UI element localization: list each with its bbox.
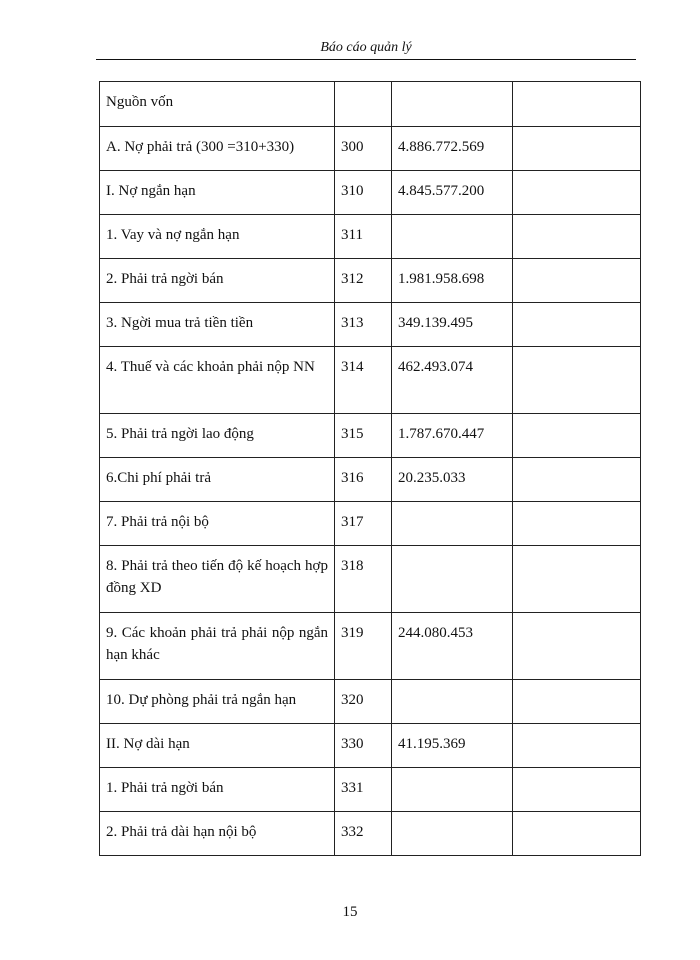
table-row: [100, 502, 641, 546]
row-code-cell: 319: [335, 613, 392, 680]
row-extra-cell: [513, 812, 641, 856]
row-extra-cell: [513, 347, 641, 414]
row-name-cell: 1. Vay và nợ ngắn hạn: [100, 215, 335, 259]
row-code-cell: [335, 82, 392, 127]
row-name-cell: 10. Dự phòng phải trả ngắn hạn: [100, 680, 335, 724]
row-name-cell: 2. Phải trả ngời bán: [100, 259, 335, 303]
table-row: [100, 458, 641, 502]
header-title: Báo cáo quản lý: [320, 40, 412, 55]
table-row: [100, 680, 641, 724]
row-extra-cell: [513, 458, 641, 502]
row-name-cell: 2. Phải trả dài hạn nội bộ: [100, 812, 335, 856]
row-value-cell: 1.787.670.447: [392, 414, 513, 458]
row-name-cell: Nguồn vốn: [100, 82, 335, 127]
table-row: [100, 171, 641, 215]
page-number: 15: [342, 904, 358, 920]
row-extra-cell: [513, 303, 641, 347]
row-name-cell: A. Nợ phải trả (300 =310+330): [100, 127, 335, 171]
row-name-cell: 6.Chi phí phải trả: [100, 458, 335, 502]
row-code-cell: 318: [335, 546, 392, 613]
row-extra-cell: [513, 680, 641, 724]
table-row: [100, 82, 641, 127]
row-code-cell: 315: [335, 414, 392, 458]
row-code-cell: 316: [335, 458, 392, 502]
row-name-cell: 8. Phải trả theo tiến độ kế hoạch hợp đồng XD: [100, 546, 335, 613]
row-code-cell: 300: [335, 127, 392, 171]
row-value-cell: 41.195.369: [392, 724, 513, 768]
row-value-cell: [392, 812, 513, 856]
row-name-cell: 9. Các khoản phải trả phải nộp ngắn hạn khác: [100, 613, 335, 680]
row-name-cell: II. Nợ dài hạn: [100, 724, 335, 768]
table-row: [100, 303, 641, 347]
table-row: [100, 215, 641, 259]
row-extra-cell: [513, 82, 641, 127]
row-extra-cell: [513, 414, 641, 458]
row-code-cell: 314: [335, 347, 392, 414]
row-name-cell: I. Nợ ngắn hạn: [100, 171, 335, 215]
row-value-cell: [392, 546, 513, 613]
table-row: [100, 724, 641, 768]
row-extra-cell: [513, 768, 641, 812]
row-value-cell: [392, 768, 513, 812]
row-value-cell: 244.080.453: [392, 613, 513, 680]
row-value-cell: [392, 502, 513, 546]
row-extra-cell: [513, 613, 641, 680]
row-name-cell: 4. Thuế và các khoản phải nộp NN: [100, 347, 335, 414]
row-name-cell: 1. Phải trả ngời bán: [100, 768, 335, 812]
row-value-cell: 4.845.577.200: [392, 171, 513, 215]
row-extra-cell: [513, 259, 641, 303]
table-row: [100, 414, 641, 458]
row-name-cell: 3. Ngời mua trả tiền tiền: [100, 303, 335, 347]
row-code-cell: 310: [335, 171, 392, 215]
row-extra-cell: [513, 171, 641, 215]
row-extra-cell: [513, 502, 641, 546]
row-value-cell: 349.139.495: [392, 303, 513, 347]
row-value-cell: [392, 82, 513, 127]
row-code-cell: 331: [335, 768, 392, 812]
row-value-cell: 1.981.958.698: [392, 259, 513, 303]
row-code-cell: 313: [335, 303, 392, 347]
table-row: [100, 127, 641, 171]
row-extra-cell: [513, 546, 641, 613]
table-row: [100, 546, 641, 613]
row-value-cell: [392, 680, 513, 724]
row-value-cell: 462.493.074: [392, 347, 513, 414]
row-code-cell: 330: [335, 724, 392, 768]
row-extra-cell: [513, 724, 641, 768]
table-body: [100, 82, 641, 856]
row-code-cell: 320: [335, 680, 392, 724]
table-row: [100, 812, 641, 856]
row-value-cell: 4.886.772.569: [392, 127, 513, 171]
row-extra-cell: [513, 127, 641, 171]
table-row: [100, 613, 641, 680]
row-code-cell: 317: [335, 502, 392, 546]
row-name-cell: 5. Phải trả ngời lao động: [100, 414, 335, 458]
row-extra-cell: [513, 215, 641, 259]
table-row: [100, 347, 641, 414]
row-value-cell: 20.235.033: [392, 458, 513, 502]
table-row: [100, 259, 641, 303]
header-rule: [96, 59, 636, 60]
row-code-cell: 332: [335, 812, 392, 856]
row-name-cell: 7. Phải trả nội bộ: [100, 502, 335, 546]
row-code-cell: 312: [335, 259, 392, 303]
table-row: [100, 768, 641, 812]
row-code-cell: 311: [335, 215, 392, 259]
row-value-cell: [392, 215, 513, 259]
balance-sheet-table: [99, 81, 641, 856]
